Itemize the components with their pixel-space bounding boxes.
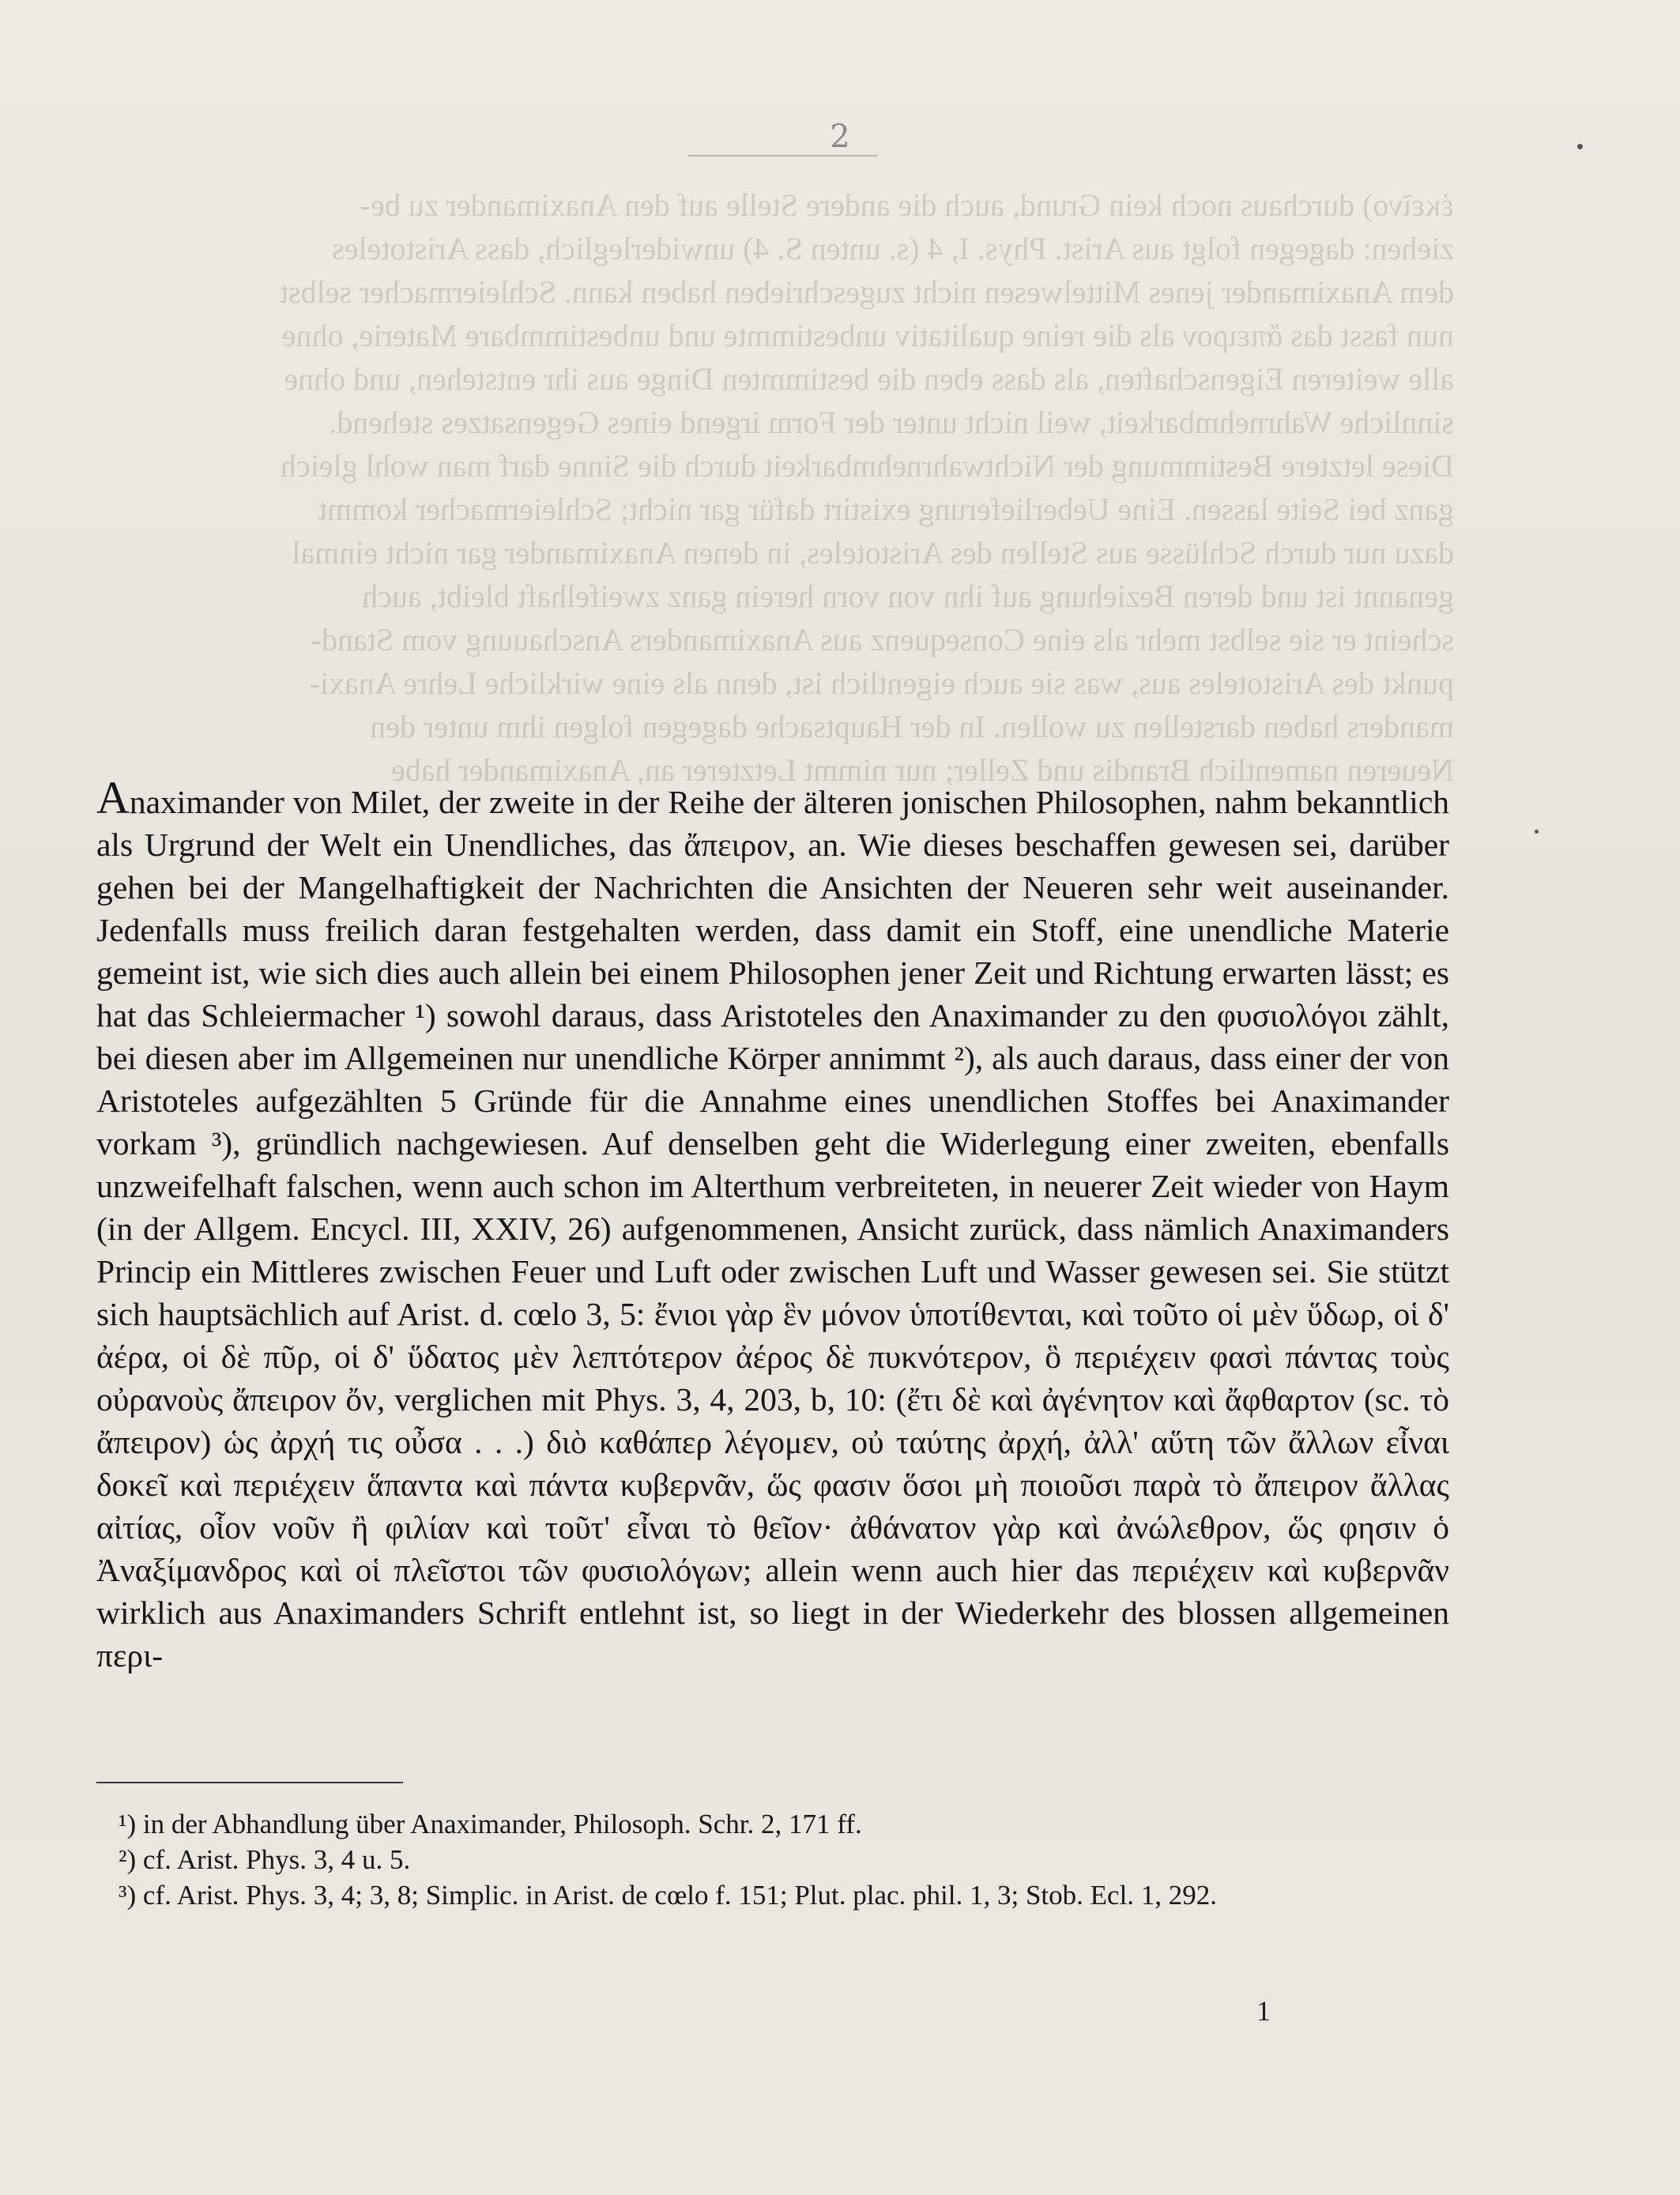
bleed-line: ziehen: dagegen folgt aus Arist. Phys. I, 4 (s. unten S. 4) unwiderleglich, dass Aristoteles [332,231,1454,266]
footnote-text: in der Abhandlung über Anaximander, Philosoph. Schr. 2, 171 ff. [142,1809,862,1839]
footnotes [119,1806,1454,1913]
footnote-2 [119,1842,1454,1877]
initial-letter: A [96,772,130,823]
ink-speck [1535,830,1539,834]
bleed-line: manders haben darstellen zu wollen. In der Hauptsache dagegen folgen ihm unter den [370,709,1454,744]
bleed-through-text [111,183,1454,792]
footnote-rule [96,1782,403,1783]
bleed-line: dazu nur durch Schlüsse aus Stellen des Aristoteles, in denen Anaximander gar nicht einmal [292,535,1454,570]
footnote-3 [119,1877,1454,1913]
bleed-line: dem Anaximander jenes Mittelwesen nicht zugeschrieben haben kann. Schleiermacher selbst [279,274,1454,310]
bleed-line: ganz bei Seite lassen. Eine Ueberlieferung existirt dafür gar nicht; Schleiermacher kommt [318,491,1454,527]
footnote-mark: ²) [119,1844,137,1875]
paragraph-text: naximander von Milet, der zweite in der Reihe der älteren jonischen Philosophen, nahm bekanntlich als Urgrund der Welt ein Unendliches, das ἄπειρον, an. Wie dieses beschaffen gewesen sei, darüber gehen bei der Mangelhaftigkeit der Nachrichten die Ansichten der Neueren sehr weit auseinander. Jedenfalls muss freilich daran festgehalten werden, dass damit ein Stoff, eine unendliche Materie gemeint ist, wie sich dies auch allein bei einem Philosophen jener Zeit und Richtung erwarten lässt; es hat das Schleiermacher ¹) sowohl daraus, dass Aristoteles den Anaximander zu den φυσιολόγοι zählt, bei diesen aber im Allgemeinen nur unendliche Körper annimmt ²), als auch daraus, dass einer der von Aristoteles aufgezählten 5 Gründe für die Annahme eines unendlichen Stoffes bei Anaximander vorkam ³), gründlich nachgewiesen. Auf denselben geht die Widerlegung einer zweiten, ebenfalls unzweifelhaft falschen, wenn auch schon im Alterthum verbreiteten, in neuerer Zeit wieder von Haym (in der Allgem. Encycl. III, XXIV, 26) aufgenommenen, Ansicht zurück, dass nämlich Anaximanders Princip ein Mittleres zwischen Feuer und Luft oder zwischen Luft und Wasser gewesen sei. Sie stützt sich hauptsächlich auf Arist. d. cœlo 3, 5: ἔνιοι γὰρ ἓν μόνον ὑποτίθενται, καὶ τοῦτο οἱ μὲν ὕδωρ, οἱ δ' ἀέρα, οἱ δὲ πῦρ, οἱ δ' ὕδατος μὲν λεπτότερον ἀέρος δὲ πυκνότερον, ὃ περιέχειν φασὶ πάντας τοὺς οὐρανοὺς ἄπειρον ὄν, verglichen mit Phys. 3, 4, 203, b, 10: (ἔτι δὲ καὶ ἀγένητον καὶ ἄφθαρτον (sc. τὸ ἄπειρον) ὡς ἀρχή τις οὖσα . . .) διὸ καθάπερ λέγομεν, οὐ ταύτης ἀρχή, ἀλλ' αὕτη τῶν ἄλλων εἶναι δοκεῖ καὶ περιέχειν ἅπαντα καὶ πάντα κυβερνᾶν, ὥς φασιν ὅσοι μὴ ποιοῦσι παρὰ τὸ ἄπειρον ἄλλας αἰτίας, οἷον νοῦν ἢ φιλίαν καὶ τοῦτ' εἶναι τὸ θεῖον· ἀθάνατον γὰρ καὶ ἀνώλεθρον, ὥς φησιν ὁ Ἀναξίμανδρος καὶ οἱ πλεῖστοι τῶν φυσιολόγων; allein wenn auch hier das περιέχειν καὶ κυβερνᾶν wirklich aus Anaximanders Schrift entlehnt ist, so liegt in der Wiederkehr des blossen allgemeinen περι- [96,784,1449,1674]
bleed-line: scheint er sie selbst mehr als eine Consequenz aus Anaximanders Anschauung vom Stand- [311,622,1454,657]
bleed-line: nun fasst das ἄπειρον als die reine qualitativ unbestimmte und unbestimmbare Materie, ohne [281,318,1454,353]
bleed-line: punkt des Aristoteles aus, was sie auch eigentlich ist, denn als eine wirkliche Lehre Anaxi- [309,665,1454,701]
bleed-line: alle weiteren Eigenschaften, als dass eben die bestimmten Dinge aus ihr entstehen, und ohne [284,361,1454,397]
footnote-text: cf. Arist. Phys. 3, 4 u. 5. [142,1844,411,1875]
header-rule [687,155,877,156]
bleed-line: ἐκεῖνο) durchaus noch kein Grund, auch die andere Stelle auf den Anaximander zu be- [360,187,1454,223]
page-number: 2 [830,119,850,155]
bleed-line: Diese letztere Bestimmung der Nichtwahrnehmbarkeit durch die Sinne darf man wohl gleich [280,448,1454,484]
footnote-1 [119,1806,1454,1842]
signature-mark: 1 [1256,1995,1271,2027]
bleed-line: sinnliche Wahrnehmbarkeit, weil nicht unter der Form irgend eines Gegensatzes stehend. [329,405,1454,440]
footnote-text: cf. Arist. Phys. 3, 4; 3, 8; Simplic. in Arist. de cœlo f. 151; Plut. plac. phil. 1, 3; Stob. Ecl. 1, 292. [142,1880,1218,1911]
main-paragraph [96,772,1449,1677]
ink-speck [1577,144,1583,149]
bleed-line: genannt ist und deren Beziehung auf ihn von vorn herein ganz zweifelhaft bleibt, auch [362,578,1454,614]
footnote-mark: ³) [119,1880,137,1911]
footnote-mark: ¹) [119,1809,137,1839]
bleed-line: Neueren namentlich Brandis und Zeller; nur nimmt Letzterer an, Anaximander habe [390,752,1454,788]
